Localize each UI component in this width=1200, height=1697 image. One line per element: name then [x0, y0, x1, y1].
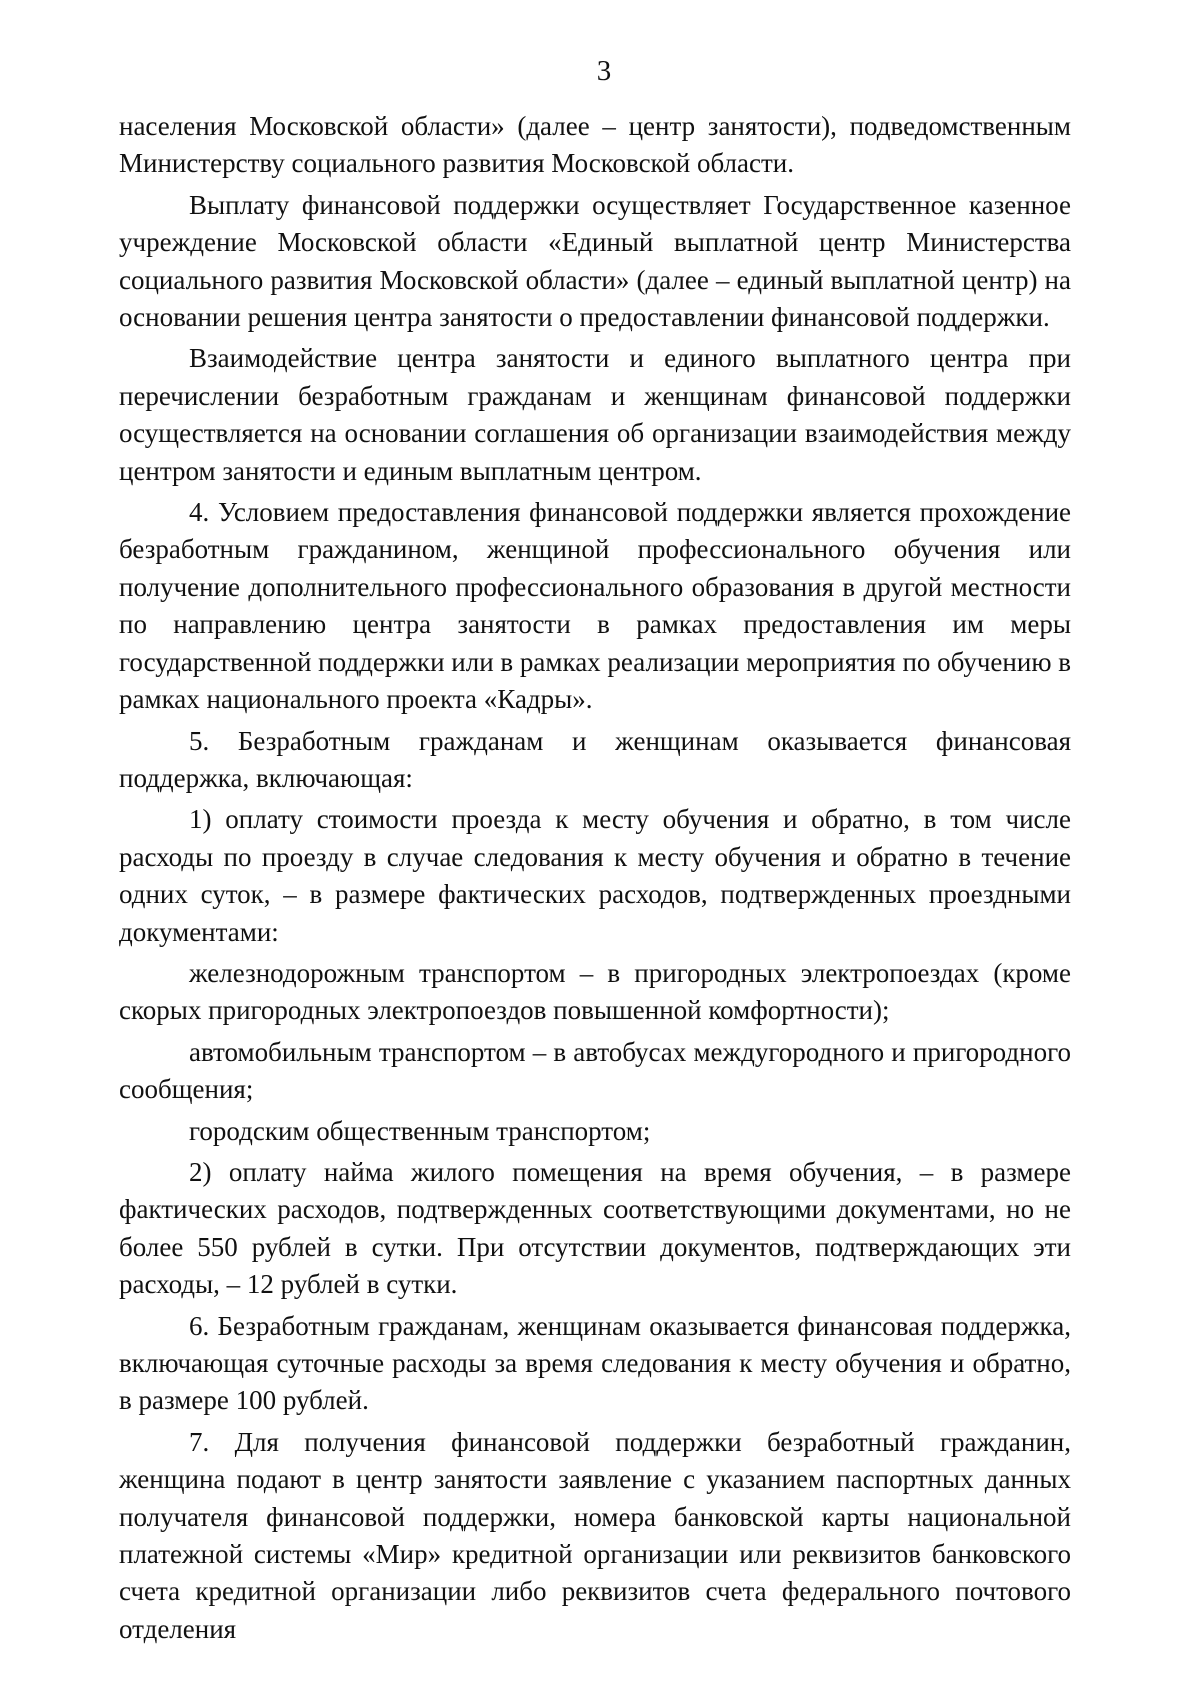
paragraph-continuation: населения Московской области» (далее – центр занятости), подведомственным Министерству социального развития Московской области. — [119, 111, 1071, 179]
paragraph-railway-transport: железнодорожным транспортом – в пригородных электропоездах (кроме скорых пригородных электропоездов повышенной комфортности); — [119, 957, 1071, 1026]
paragraph-subitem-1: 1) оплату стоимости проезда к месту обучения и обратно, в том числе расходы по проезду в случае следования к месту обучения и обратно в течение одних суток, – в размере фактических расходов, подтвержденных проездными документами: — [119, 804, 1071, 947]
paragraph-item-4: 4. Условием предоставления финансовой поддержки является прохождение безработным гражданином, женщиной профессионального обучения или получение дополнительного профессионального образования в другой местности по направлению центра занятости в рамках предоставления им меры государственной поддержки или в рамках реализации мероприятия по обучению в рамках национального проекта «Кадры». — [119, 497, 1071, 715]
paragraph-road-transport: автомобильным транспортом – в автобусах междугородного и пригородного сообщения; — [119, 1036, 1071, 1105]
document-page — [119, 52, 1071, 1652]
paragraph-subitem-2: 2) оплату найма жилого помещения на время обучения, – в размере фактических расходов, подтвержденных соответствующими документами, но не более 550 рублей в сутки. При отсутствии документов, подтверждающих эти расходы, – 12 рублей в сутки. — [119, 1156, 1071, 1300]
paragraph-item-7: 7. Для получения финансовой поддержки безработный гражданин, женщина подают в центр занятости заявление с указанием паспортных данных получателя финансовой поддержки, номера банковской карты национальной платежной системы «Мир» кредитной организации или реквизитов банковского счета кредитной организации либо реквизитов счета федерального почтового отделения — [119, 1426, 1071, 1644]
paragraph-interaction: Взаимодействие центра занятости и единого выплатного центра при перечислении безработным гражданам и женщинам финансовой поддержки осуществляется на основании соглашения об организации взаимодействия между центром занятости и единым выплатным центром. — [119, 343, 1071, 486]
paragraph-payment-provider: Выплату финансовой поддержки осуществляет Государственное казенное учреждение Московской области «Единый выплатной центр Министерства социального развития Московской области» (далее – единый выплатной центр) на основании решения центра занятости о предоставлении финансовой поддержки. — [119, 189, 1071, 333]
paragraph-item-6: 6. Безработным гражданам, женщинам оказывается финансовая поддержка, включающая суточные расходы за время следования к месту обучения и обратно, в размере 100 рублей. — [119, 1310, 1071, 1416]
page-number: 3 — [596, 55, 612, 87]
paragraph-city-transport: городским общественным транспортом; — [189, 1115, 651, 1146]
paragraph-item-5: 5. Безработным гражданам и женщинам оказывается финансовая поддержка, включающая: — [119, 725, 1071, 793]
